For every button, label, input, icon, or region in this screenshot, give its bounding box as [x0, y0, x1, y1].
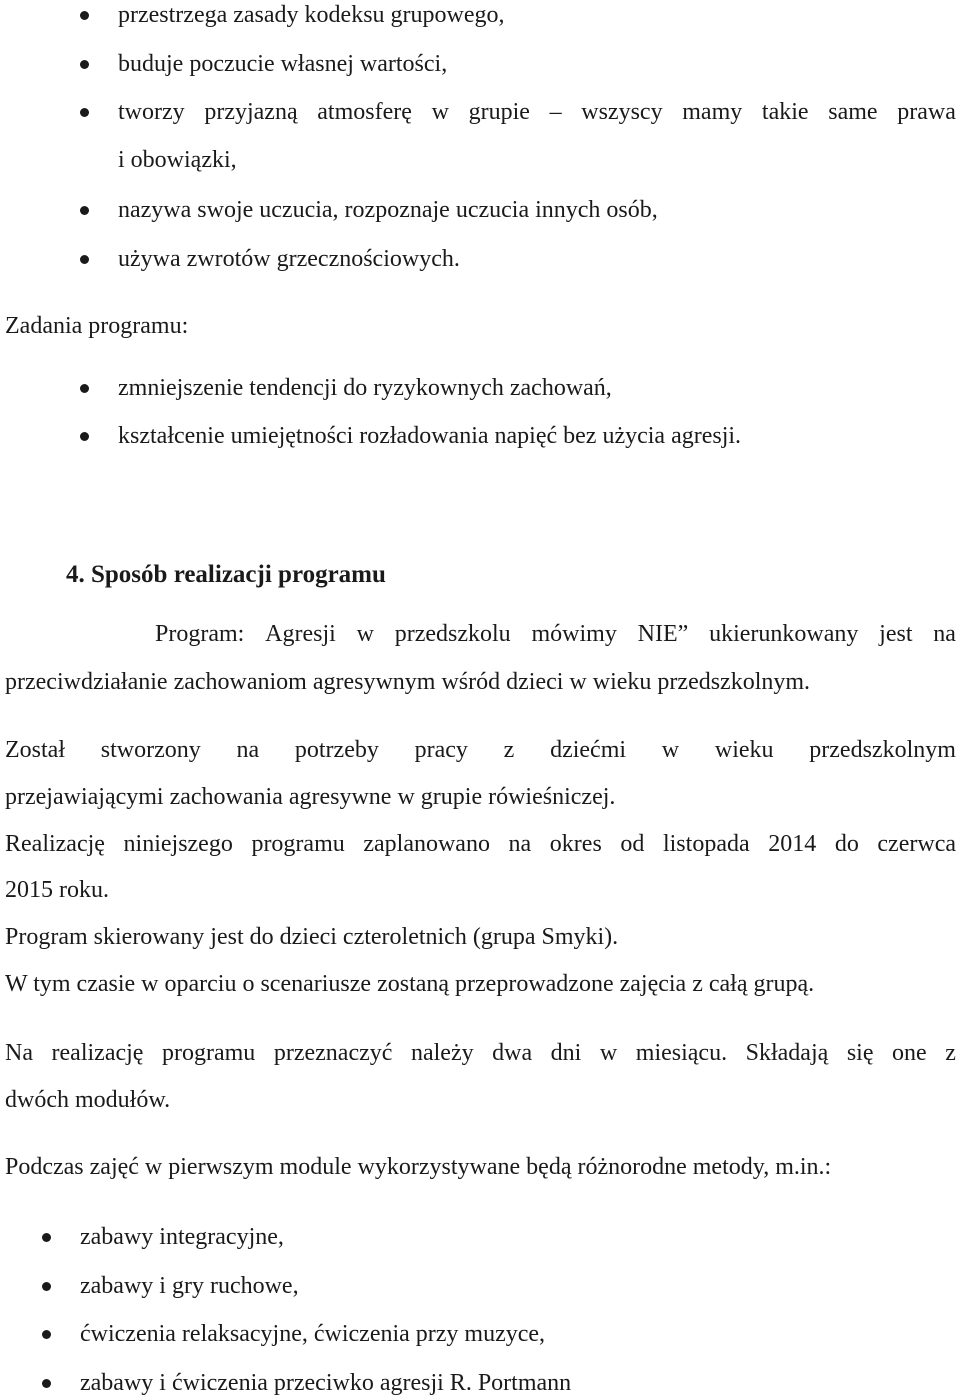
paragraph-line: 2015 roku.: [5, 877, 109, 903]
word: z: [503, 737, 515, 763]
word: przedszkolu: [394, 621, 511, 647]
word: grupie: [468, 99, 530, 125]
list-item: ćwiczenia relaksacyjne, ćwiczenia przy muzyce,: [80, 1321, 546, 1347]
list-item: zmniejszenie tendencji do ryzykownych zachowań,: [118, 375, 612, 401]
bullet-icon: [80, 384, 89, 393]
word: 2014: [768, 831, 817, 857]
list-item: nazywa swoje uczucia, rozpoznaje uczucia innych osób,: [118, 197, 658, 223]
section-heading: 4. Sposób realizacji programu: [66, 561, 386, 588]
list-item: kształcenie umiejętności rozładowania napięć bez użycia agresji.: [118, 423, 742, 449]
word: programu: [251, 831, 345, 857]
word: Został: [5, 737, 65, 763]
list-item-continuation: i obowiązki,: [118, 147, 237, 173]
word: Realizację: [5, 831, 105, 857]
word: ukierunkowany: [709, 621, 859, 647]
word: niniejszego: [123, 831, 233, 857]
word: atmosferę: [317, 99, 412, 125]
word: miesiącu.: [635, 1040, 728, 1066]
word: listopada: [662, 831, 750, 857]
word: przyjazną: [204, 99, 298, 125]
word: na: [933, 621, 956, 647]
word: wszyscy: [581, 99, 663, 125]
paragraph-line: [5, 832, 956, 856]
bullet-icon: [42, 1282, 51, 1291]
word: na: [508, 831, 532, 857]
bullet-icon: [80, 255, 89, 264]
bullet-icon: [80, 206, 89, 215]
list-item: używa zwrotów grzecznościowych.: [118, 246, 460, 272]
word: prawa: [897, 99, 956, 125]
word: zaplanowano: [363, 831, 490, 857]
list-item: zabawy i gry ruchowe,: [80, 1273, 299, 1299]
paragraph-line: [155, 622, 956, 646]
word: dni: [550, 1040, 582, 1066]
word: dwa: [492, 1040, 533, 1066]
word: Na: [5, 1040, 33, 1066]
word: Składają: [745, 1040, 829, 1066]
word: mamy: [682, 99, 743, 125]
word: w: [431, 99, 449, 125]
word: mówimy: [531, 621, 617, 647]
word: dziećmi: [550, 737, 627, 763]
tasks-heading: Zadania programu:: [5, 313, 189, 339]
list-item: buduje poczucie własnej wartości,: [118, 51, 448, 77]
paragraph-line: przeciwdziałanie zachowaniom agresywnym wśród dzieci w wieku przedszkolnym.: [5, 669, 811, 695]
word: takie: [761, 99, 809, 125]
bullet-icon: [80, 11, 89, 20]
bullet-icon: [80, 60, 89, 69]
bullet-icon: [80, 108, 89, 117]
word: same: [828, 99, 878, 125]
paragraph: W tym czasie w oparciu o scenariusze zostaną przeprowadzone zajęcia z całą grupą.: [5, 971, 815, 997]
word: na: [236, 737, 260, 763]
paragraph-line: dwóch modułów.: [5, 1087, 171, 1113]
word: jest: [879, 621, 913, 647]
word: stworzony: [100, 737, 201, 763]
paragraph-line: [5, 738, 956, 762]
bullet-icon: [42, 1233, 51, 1242]
word: przeznaczyć: [273, 1040, 393, 1066]
word: potrzeby: [294, 737, 379, 763]
list-item: zabawy i ćwiczenia przeciwko agresji R. Portmann: [80, 1370, 572, 1396]
word: od: [620, 831, 645, 857]
bullet-icon: [42, 1379, 51, 1388]
word: Agresji: [265, 621, 336, 647]
word: wieku: [714, 737, 774, 763]
word: w: [599, 1040, 618, 1066]
word: w: [356, 621, 374, 647]
word: –: [549, 99, 562, 125]
word: one: [892, 1040, 927, 1066]
word: przedszkolnym: [809, 737, 956, 763]
paragraph-line: przejawiającymi zachowania agresywne w grupie rówieśniczej.: [5, 784, 616, 810]
word: z: [945, 1040, 956, 1066]
word: NIE”: [637, 621, 689, 647]
paragraph: Program skierowany jest do dzieci czteroletnich (grupa Smyki).: [5, 924, 619, 950]
word: do: [834, 831, 859, 857]
word: należy: [410, 1040, 474, 1066]
list-item: zabawy integracyjne,: [80, 1224, 284, 1250]
word: okres: [549, 831, 602, 857]
word: w: [661, 737, 680, 763]
word: realizację: [51, 1040, 144, 1066]
paragraph-line: [5, 1041, 956, 1065]
list-item-justified: [118, 100, 956, 124]
word: tworzy: [118, 99, 185, 125]
word: programu: [162, 1040, 256, 1066]
word: pracy: [414, 737, 468, 763]
bullet-icon: [42, 1330, 51, 1339]
word: Program:: [155, 621, 245, 647]
word: czerwca: [877, 831, 956, 857]
bullet-icon: [80, 432, 89, 441]
word: się: [846, 1040, 874, 1066]
paragraph: Podczas zajęć w pierwszym module wykorzystywane będą różnorodne metody, m.in.:: [5, 1154, 832, 1180]
list-item: przestrzega zasady kodeksu grupowego,: [118, 2, 505, 28]
